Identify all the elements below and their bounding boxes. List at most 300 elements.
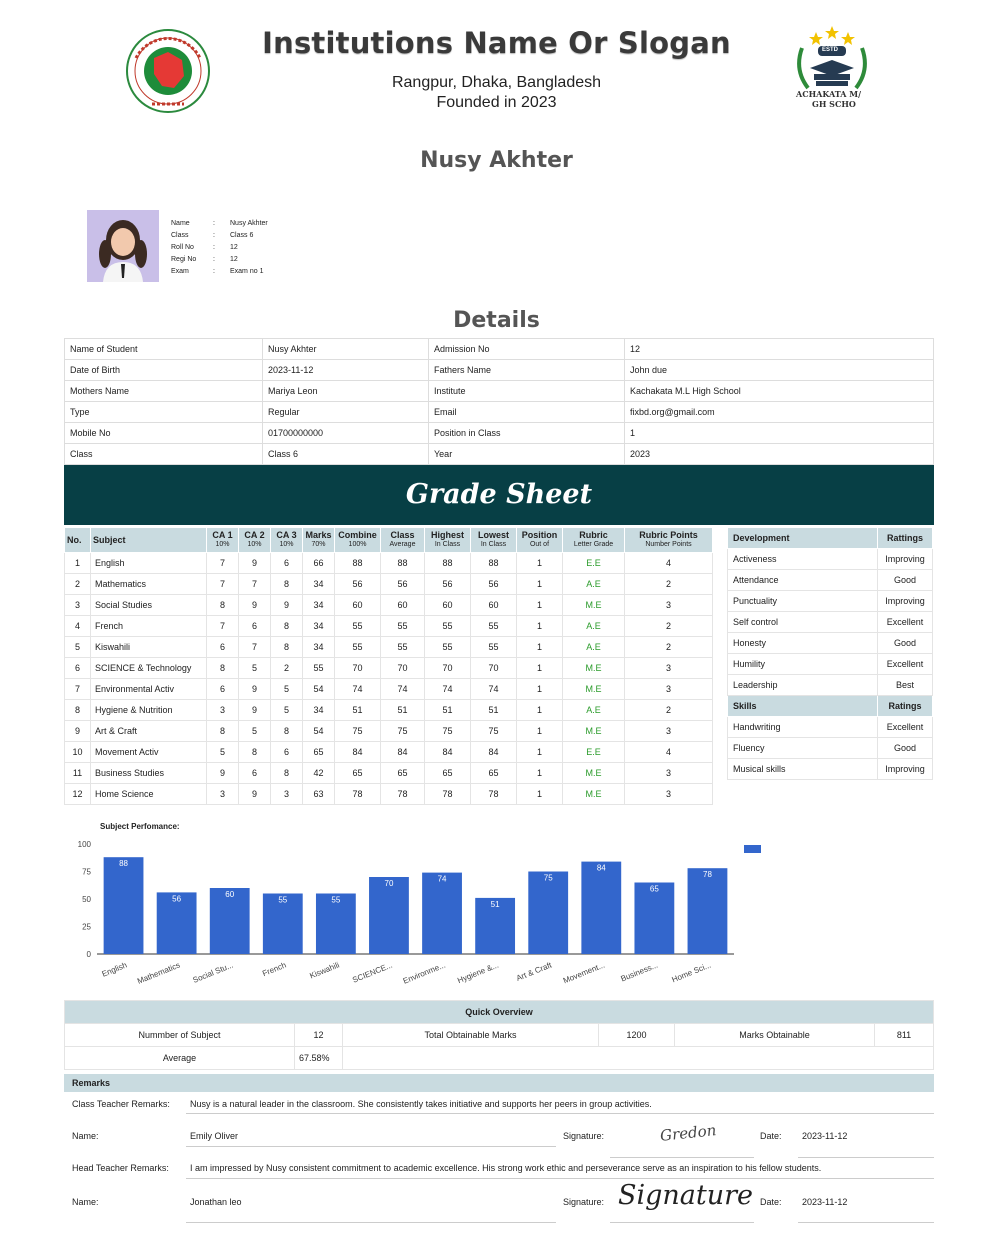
grade-cell: 9 — [239, 784, 271, 805]
grade-cell: 56 — [381, 574, 425, 595]
grade-header-title: No. — [67, 535, 82, 545]
grade-cell: 75 — [425, 721, 471, 742]
grade-cell: 55 — [471, 637, 517, 658]
rating-row — [728, 591, 933, 612]
grade-cell: 1 — [517, 784, 563, 805]
rating-row — [728, 612, 933, 633]
rating-row — [728, 675, 933, 696]
rating-label: Humility — [728, 654, 878, 675]
grade-cell: 1 — [517, 616, 563, 637]
bar-value-label: 78 — [703, 870, 712, 880]
grade-header-subtitle: Out of — [529, 541, 550, 548]
profile-sep: : — [213, 220, 215, 227]
divider — [186, 1178, 934, 1179]
class-teacher-name-label: Name: — [72, 1131, 99, 1141]
bar-value-label: 70 — [384, 879, 394, 888]
grade-cell: 7 — [207, 553, 239, 574]
grade-cell: 56 — [425, 574, 471, 595]
grade-cell: 3 — [625, 658, 713, 679]
grade-cell: 6 — [207, 679, 239, 700]
grade-cell: 1 — [517, 721, 563, 742]
grade-cell: 55 — [303, 658, 335, 679]
grade-cell: Kiswahili — [91, 637, 207, 658]
profile-label: Roll No — [171, 244, 194, 251]
rating-row — [728, 570, 933, 591]
grade-cell: 8 — [65, 700, 91, 721]
details-value: Kachakata M.L High School — [625, 381, 934, 402]
grade-cell: 60 — [381, 595, 425, 616]
grade-cell: Movement Activ — [91, 742, 207, 763]
grade-header-subtitle: In Class — [434, 541, 461, 548]
details-value: Nusy Akhter — [263, 339, 429, 360]
grade-column-header — [563, 528, 625, 553]
grade-cell: 8 — [271, 637, 303, 658]
grade-cell: 70 — [381, 658, 425, 679]
grade-cell: 5 — [65, 637, 91, 658]
grade-header-title: Class — [390, 530, 415, 540]
grade-row — [65, 616, 713, 637]
grade-cell: 5 — [271, 700, 303, 721]
grade-cell: 3 — [207, 700, 239, 721]
grade-row — [65, 658, 713, 679]
grade-cell: 55 — [335, 637, 381, 658]
grade-cell: 75 — [381, 721, 425, 742]
grade-cell: M.E — [563, 679, 625, 700]
institution-title: Institutions Name Or Slogan — [262, 26, 731, 60]
grade-cell: 11 — [65, 763, 91, 784]
grade-cell: Environmental Activ — [91, 679, 207, 700]
bar-value-label: 56 — [172, 894, 182, 904]
quick-overview-table — [64, 1000, 934, 1070]
grade-cell: 51 — [335, 700, 381, 721]
rating-value: Improving — [878, 591, 933, 612]
grade-header-row — [65, 528, 713, 553]
grade-cell: 3 — [271, 784, 303, 805]
grade-column-header — [239, 528, 271, 553]
grade-cell: 5 — [271, 679, 303, 700]
grade-cell: Mathematics — [91, 574, 207, 595]
grade-cell: M.E — [563, 595, 625, 616]
bar — [528, 872, 568, 955]
grade-cell: 3 — [625, 595, 713, 616]
grade-header-title: Position — [521, 530, 558, 540]
grade-cell: 8 — [271, 574, 303, 595]
bar-value-label: 65 — [649, 884, 659, 894]
grade-cell: 70 — [335, 658, 381, 679]
development-header-cell: Rattings — [878, 528, 933, 549]
grade-cell: 65 — [335, 763, 381, 784]
details-value: 1 — [625, 423, 934, 444]
development-header-cell: Ratings — [878, 696, 933, 717]
divider — [186, 1146, 556, 1147]
development-table — [727, 527, 933, 780]
bar-value-label: 60 — [225, 890, 235, 899]
grade-column-header — [425, 528, 471, 553]
details-row — [65, 444, 934, 465]
grade-cell: 75 — [471, 721, 517, 742]
details-row — [65, 360, 934, 381]
rating-row — [728, 549, 933, 570]
profile-sep: : — [213, 256, 215, 263]
grade-cell: SCIENCE & Technology — [91, 658, 207, 679]
grade-row — [65, 574, 713, 595]
class-teacher-signature-label: Signature: — [563, 1131, 605, 1141]
grade-cell: M.E — [563, 763, 625, 784]
grade-cell: 84 — [425, 742, 471, 763]
overview-row — [65, 1024, 934, 1047]
x-tick-label: Kiswahili — [308, 960, 341, 981]
grade-cell: 51 — [425, 700, 471, 721]
grade-cell: 1 — [517, 763, 563, 784]
grade-cell: 88 — [471, 553, 517, 574]
grade-cell: 3 — [207, 784, 239, 805]
bar-value-label: 55 — [278, 895, 288, 905]
head-teacher-signature-label: Signature: — [563, 1197, 605, 1207]
profile-row — [171, 218, 268, 230]
x-tick-label: Hygiene &... — [456, 960, 500, 986]
grade-cell: 1 — [517, 553, 563, 574]
bar-value-label: 84 — [596, 863, 606, 873]
grade-header-subtitle: Letter Grade — [573, 541, 614, 548]
grade-cell: A.E — [563, 574, 625, 595]
grade-header-subtitle: 70% — [311, 541, 326, 548]
grade-header-title: Subject — [93, 535, 126, 545]
bar — [422, 873, 462, 954]
x-tick-label: Social Stu... — [191, 960, 235, 985]
grade-cell: 9 — [271, 595, 303, 616]
details-row — [65, 423, 934, 444]
grade-header-subtitle: 10% — [215, 541, 230, 548]
grade-cell: 74 — [381, 679, 425, 700]
student-photo — [87, 210, 159, 282]
rating-value: Improving — [878, 549, 933, 570]
details-heading: Details — [453, 308, 540, 333]
grade-cell: 78 — [425, 784, 471, 805]
grade-cell: 9 — [239, 679, 271, 700]
grade-cell: 7 — [239, 574, 271, 595]
rating-label: Punctuality — [728, 591, 878, 612]
x-tick-label: English — [100, 960, 129, 979]
grade-cell: 56 — [335, 574, 381, 595]
grade-cell: 74 — [425, 679, 471, 700]
grade-cell: 8 — [271, 721, 303, 742]
grade-cell: 78 — [381, 784, 425, 805]
grade-cell: 3 — [65, 595, 91, 616]
details-value: Regular — [263, 402, 429, 423]
school-logo-text1: ACHAKATA M/ — [796, 89, 862, 99]
grade-table — [64, 527, 713, 805]
grade-cell: 1 — [517, 679, 563, 700]
grade-cell: E.E — [563, 742, 625, 763]
grade-column-header — [517, 528, 563, 553]
bar-value-label: 74 — [437, 874, 447, 884]
grade-cell: 65 — [425, 763, 471, 784]
details-row — [65, 402, 934, 423]
details-table — [64, 338, 934, 465]
grade-cell: 66 — [303, 553, 335, 574]
bar-value-label: 75 — [543, 873, 553, 883]
details-label: Class — [65, 444, 263, 465]
grade-cell: M.E — [563, 784, 625, 805]
grade-column-header — [381, 528, 425, 553]
x-tick-label: French — [261, 960, 288, 979]
grade-cell: 1 — [65, 553, 91, 574]
y-tick-label: 25 — [82, 922, 91, 932]
details-label: Admission No — [429, 339, 625, 360]
grade-header-title: Lowest — [477, 530, 509, 540]
details-value: 01700000000 — [263, 423, 429, 444]
head-teacher-date: 2023-11-12 — [802, 1197, 848, 1207]
grade-cell: 78 — [471, 784, 517, 805]
grade-cell: 54 — [303, 679, 335, 700]
rating-label: Honesty — [728, 633, 878, 654]
grade-header-subtitle: In Class — [480, 541, 507, 548]
grade-cell: 1 — [517, 595, 563, 616]
grade-cell: 34 — [303, 637, 335, 658]
grade-header-title: Rubric — [579, 530, 608, 540]
rating-row — [728, 759, 933, 780]
details-value: fixbd.org@gmail.com — [625, 402, 934, 423]
grade-row — [65, 721, 713, 742]
grade-cell: M.E — [563, 658, 625, 679]
marks-obtained-value: 811 — [875, 1024, 934, 1047]
grade-cell: 1 — [517, 574, 563, 595]
grade-cell: 3 — [625, 763, 713, 784]
rating-value: Excellent — [878, 612, 933, 633]
grade-cell: 9 — [239, 553, 271, 574]
grade-row — [65, 784, 713, 805]
details-label: Name of Student — [65, 339, 263, 360]
x-tick-label: Business... — [619, 960, 660, 984]
grade-header-title: CA 2 — [244, 530, 265, 540]
grade-header-title: Combine — [338, 530, 377, 540]
x-tick-label: Movement... — [561, 960, 607, 986]
x-tick-label: SCIENCE... — [351, 960, 394, 985]
grade-cell: 3 — [625, 679, 713, 700]
grade-cell: 9 — [65, 721, 91, 742]
divider — [610, 1222, 754, 1223]
bar-value-label: 51 — [490, 899, 500, 909]
average-label: Average — [65, 1047, 295, 1070]
grade-header-title: Rubric Points — [639, 530, 698, 540]
rating-label: Activeness — [728, 549, 878, 570]
head-teacher-name: Jonathan leo — [190, 1197, 242, 1207]
rating-label: Self control — [728, 612, 878, 633]
grade-cell: 4 — [625, 553, 713, 574]
grade-cell: 1 — [517, 742, 563, 763]
total-marks-label: Total Obtainable Marks — [343, 1024, 599, 1047]
grade-cell: 2 — [625, 700, 713, 721]
grade-cell: 65 — [381, 763, 425, 784]
details-label: Type — [65, 402, 263, 423]
grade-column-header — [335, 528, 381, 553]
head-teacher-remarks-label: Head Teacher Remarks: — [72, 1163, 169, 1173]
school-logo-estd: ESTD — [822, 47, 839, 53]
profile-value: Nusy Akhter — [230, 220, 268, 227]
grade-cell: 55 — [425, 616, 471, 637]
grade-cell: 2 — [65, 574, 91, 595]
class-teacher-name: Emily Oliver — [190, 1131, 239, 1141]
rating-value: Good — [878, 633, 933, 654]
rating-value: Excellent — [878, 717, 933, 738]
grade-cell: 88 — [381, 553, 425, 574]
chart-legend-swatch — [744, 845, 761, 853]
grade-cell: 74 — [471, 679, 517, 700]
development-header-cell: Development — [728, 528, 878, 549]
grade-column-header — [471, 528, 517, 553]
details-label: Year — [429, 444, 625, 465]
head-teacher-remarks-text: I am impressed by Nusy consistent commitment to academic excellence. His strong work ethic and perseverance serve as an inspiration to his fellow students. — [190, 1163, 822, 1173]
profile-label: Class — [171, 232, 189, 239]
grade-header-subtitle: 10% — [247, 541, 262, 548]
profile-value: 12 — [230, 256, 238, 263]
grade-cell: 6 — [239, 616, 271, 637]
grade-cell: 6 — [65, 658, 91, 679]
details-label: Fathers Name — [429, 360, 625, 381]
grade-cell: 70 — [425, 658, 471, 679]
grade-column-header — [271, 528, 303, 553]
profile-label: Exam — [171, 268, 189, 275]
details-label: Date of Birth — [65, 360, 263, 381]
details-row — [65, 381, 934, 402]
school-logo-text2: GH SCHO — [812, 99, 856, 109]
profile-value: Class 6 — [230, 232, 254, 239]
grade-cell: 7 — [65, 679, 91, 700]
grade-cell: 6 — [207, 637, 239, 658]
profile-summary — [171, 218, 268, 278]
grade-header-title: Marks — [305, 530, 332, 540]
head-teacher-date-label: Date: — [760, 1197, 782, 1207]
grade-cell: 5 — [239, 658, 271, 679]
grade-row — [65, 595, 713, 616]
grade-cell: 7 — [239, 637, 271, 658]
grade-cell: 2 — [271, 658, 303, 679]
grade-cell: A.E — [563, 637, 625, 658]
grade-cell: Hygiene & Nutrition — [91, 700, 207, 721]
grade-row — [65, 742, 713, 763]
grade-cell: 5 — [207, 742, 239, 763]
grade-cell: 8 — [271, 763, 303, 784]
grade-cell: 7 — [207, 616, 239, 637]
class-teacher-date-label: Date: — [760, 1131, 782, 1141]
grade-column-header — [625, 528, 713, 553]
grade-cell: 1 — [517, 700, 563, 721]
details-value: 2023 — [625, 444, 934, 465]
grade-cell: 8 — [207, 721, 239, 742]
grade-cell: 1 — [517, 637, 563, 658]
grade-header-subtitle: 10% — [279, 541, 294, 548]
grade-cell: 78 — [335, 784, 381, 805]
grade-cell: 55 — [381, 616, 425, 637]
subject-count-value: 12 — [295, 1024, 343, 1047]
grade-cell: 56 — [471, 574, 517, 595]
bar-value-label: 55 — [331, 895, 341, 905]
grade-cell: E.E — [563, 553, 625, 574]
grade-cell: Social Studies — [91, 595, 207, 616]
profile-sep: : — [213, 232, 215, 239]
profile-row — [171, 230, 268, 242]
y-tick-label: 50 — [82, 895, 91, 904]
details-value: 12 — [625, 339, 934, 360]
grade-header-title: Highest — [430, 530, 464, 540]
grade-header-subtitle: 100% — [348, 541, 367, 548]
grade-cell: 2 — [625, 637, 713, 658]
details-value: Mariya Leon — [263, 381, 429, 402]
remarks-heading: Remarks — [64, 1074, 934, 1092]
grade-cell: 9 — [207, 763, 239, 784]
class-teacher-remarks-label: Class Teacher Remarks: — [72, 1099, 170, 1109]
grade-cell: 60 — [471, 595, 517, 616]
grade-header-title: CA 1 — [212, 530, 233, 540]
grade-cell: 55 — [471, 616, 517, 637]
rating-label: Handwriting — [728, 717, 878, 738]
divider — [798, 1157, 934, 1158]
head-teacher-name-label: Name: — [72, 1197, 99, 1207]
grade-row — [65, 553, 713, 574]
development-header-cell: Skills — [728, 696, 878, 717]
rating-row — [728, 738, 933, 759]
y-tick-label: 75 — [82, 867, 91, 877]
grade-cell: 9 — [239, 595, 271, 616]
grade-cell: 60 — [335, 595, 381, 616]
grade-cell: 51 — [381, 700, 425, 721]
divider — [798, 1222, 934, 1223]
grade-cell: 75 — [335, 721, 381, 742]
grade-cell: 54 — [303, 721, 335, 742]
rating-label: Attendance — [728, 570, 878, 591]
grade-cell: 12 — [65, 784, 91, 805]
grade-cell: 88 — [335, 553, 381, 574]
grade-cell: 84 — [471, 742, 517, 763]
grade-column-header — [91, 528, 207, 553]
grade-cell: 6 — [271, 742, 303, 763]
grade-cell: 55 — [381, 637, 425, 658]
rating-label: Fluency — [728, 738, 878, 759]
details-row — [65, 339, 934, 360]
profile-label: Regi No — [171, 256, 197, 263]
grade-header-title: CA 3 — [276, 530, 297, 540]
grade-cell: 34 — [303, 595, 335, 616]
grade-cell: A.E — [563, 616, 625, 637]
grade-cell: M.E — [563, 721, 625, 742]
x-tick-label: Home Sci... — [670, 960, 713, 985]
details-value: Class 6 — [263, 444, 429, 465]
y-tick-label: 100 — [77, 840, 91, 849]
rating-row — [728, 633, 933, 654]
grade-cell: 42 — [303, 763, 335, 784]
grade-cell: 9 — [239, 700, 271, 721]
details-label: Mothers Name — [65, 381, 263, 402]
grade-cell: 6 — [271, 553, 303, 574]
profile-label: Name — [171, 220, 190, 227]
rating-row — [728, 717, 933, 738]
grade-cell: 74 — [335, 679, 381, 700]
bar — [688, 868, 728, 954]
profile-row — [171, 254, 268, 266]
grade-cell: 51 — [471, 700, 517, 721]
grade-cell: 5 — [239, 721, 271, 742]
grade-row — [65, 700, 713, 721]
profile-row — [171, 266, 268, 278]
subject-performance-chart — [64, 834, 764, 994]
grade-column-header — [65, 528, 91, 553]
class-teacher-remarks-text: Nusy is a natural leader in the classroom. She consistently takes initiative and supports her peers in group activities. — [190, 1099, 652, 1109]
grade-cell: Home Science — [91, 784, 207, 805]
profile-value: Exam no 1 — [230, 268, 264, 275]
grade-cell: A.E — [563, 700, 625, 721]
grade-cell: 63 — [303, 784, 335, 805]
divider — [610, 1157, 754, 1158]
